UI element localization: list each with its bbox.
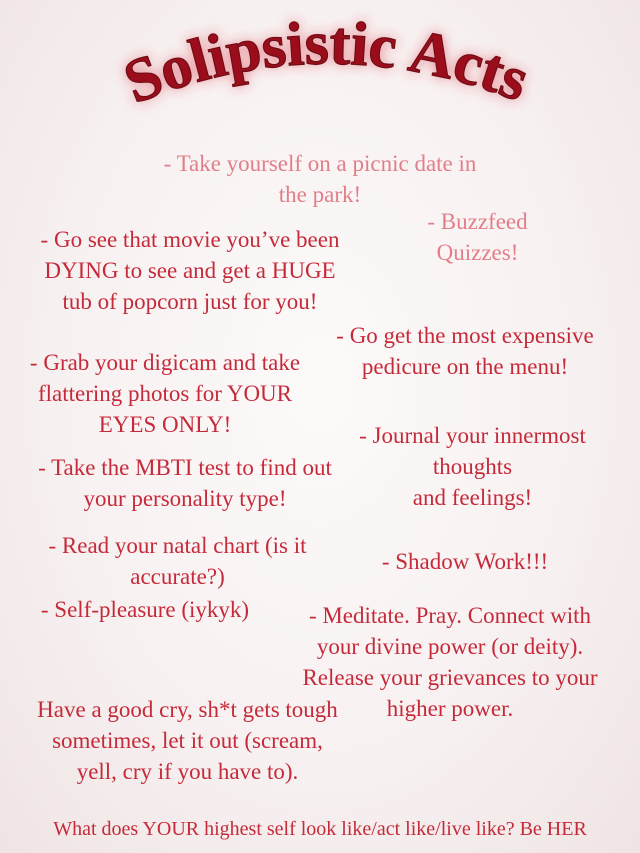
list-item-digicam: - Grab your digicam and take flattering photos for YOUR EYES ONLY! bbox=[29, 350, 301, 437]
page-title bbox=[0, 0, 640, 160]
list-item-picnic: - Take yourself on a picnic date in the park! bbox=[163, 151, 477, 207]
page-title-text: Solipsistic Acts bbox=[115, 9, 538, 117]
list-item-self-pleasure: - Self-pleasure (iykyk) bbox=[40, 597, 250, 622]
list-item-meditate: - Meditate. Pray. Connect with your divine power (or deity). Release your grievances to your higher power. bbox=[302, 603, 598, 721]
footer-question: What does YOUR highest self look like/act like/live like? Be HER bbox=[53, 818, 587, 840]
list-item-movie: - Go see that movie you’ve been DYING to see and get a HUGE tub of popcorn just for you! bbox=[40, 227, 340, 314]
list-item-journal: - Journal your innermost thoughts and feelings! bbox=[359, 423, 586, 510]
list-item-pedicure: - Go get the most expensive pedicure on the menu! bbox=[336, 323, 594, 379]
svg-text:Solipsistic Acts bbox=[115, 10, 537, 117]
list-item-shadow-work: - Shadow Work!!! bbox=[381, 549, 549, 574]
list-item-mbti: - Take the MBTI test to find out your personality type! bbox=[38, 455, 332, 511]
list-item-good-cry: Have a good cry, sh*t gets tough sometimes, let it out (scream, yell, cry if you have to). bbox=[37, 697, 338, 784]
list-item-buzzfeed: - Buzzfeed Quizzes! bbox=[427, 209, 528, 265]
list-item-natal-chart: - Read your natal chart (is it accurate?) bbox=[48, 533, 307, 589]
